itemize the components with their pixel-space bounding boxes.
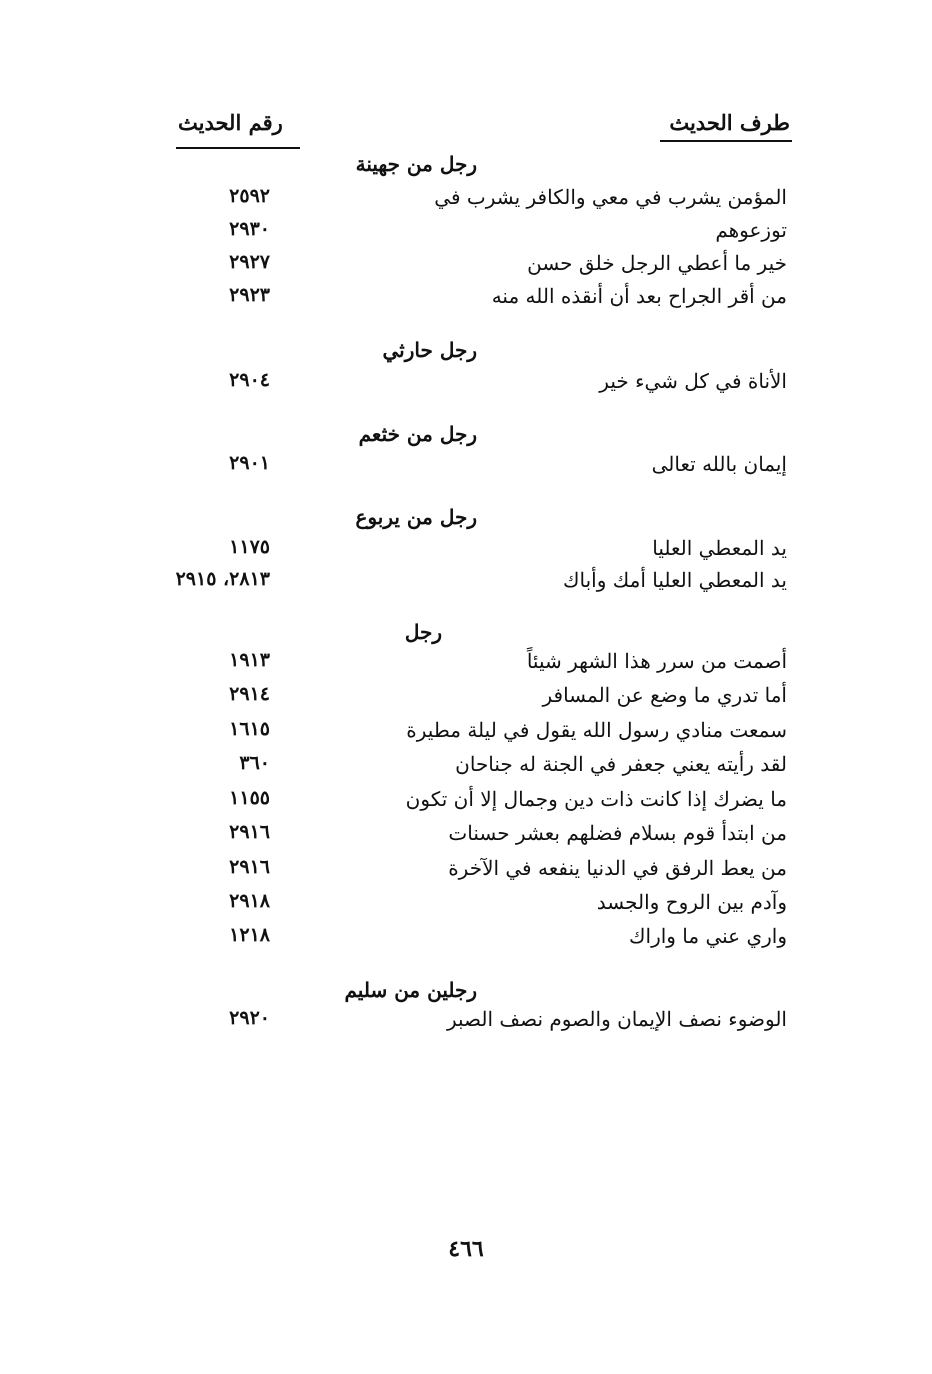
index-entry [0,1007,932,1041]
hadith-number: ٢٩١٨ [229,890,270,912]
group-title: رجل من جهينة [355,152,477,176]
hadith-text: المؤمن يشرب في معي والكافر يشرب في [434,185,787,209]
hadith-text: وآدم بين الروح والجسد [596,890,787,914]
index-entry [0,284,932,318]
index-entry [0,649,932,683]
number-column-header: رقم الحديث [178,110,283,135]
page-number: ٤٦٦ [448,1236,484,1262]
index-entry [0,683,932,717]
group-title: رجل حارثي [382,338,477,362]
hadith-text: أصمت من سرر هذا الشهر شيئاً [526,649,787,673]
group-title: رجلين من سليم [344,978,477,1002]
hadith-number: ١٩١٣ [229,649,270,671]
index-entry [0,536,932,570]
hadith-number: ٢٩٢٣ [229,284,270,306]
index-entry [0,752,932,786]
hadith-number: ٢٩١٤ [229,683,270,705]
hadith-number: ١٦١٥ [229,718,270,740]
hadith-text: توزعوهم [715,218,787,242]
index-entry [0,787,932,821]
index-entry [0,924,932,958]
group-title-row [0,152,932,186]
group-title: رجل من يربوع [355,505,477,529]
group-title-row [0,422,932,456]
index-entry [0,251,932,285]
index-entry [0,856,932,890]
index-entry [0,890,932,924]
group-title: رجل من خثعم [358,422,477,446]
hadith-text: الأناة في كل شيء خير [599,369,787,393]
group-title: رجل [404,620,442,644]
index-entry [0,185,932,219]
hadith-number: ١٢١٨ [229,924,270,946]
number-header-underline [176,147,300,149]
hadith-number: ٢٩٣٠ [229,218,270,240]
hadith-number: ٢٩٢٧ [229,251,270,273]
hadith-text: يد المعطي العليا أمك وأباك [563,568,787,592]
hadith-text: أما تدري ما وضع عن المسافر [542,683,787,707]
hadith-number: ٢٩٠١ [229,452,270,474]
hadith-text: يد المعطي العليا [652,536,787,560]
group-title-row [0,505,932,539]
index-entry [0,821,932,855]
hadith-number: ٣٦٠ [239,752,270,774]
hadith-text: لقد رأيته يعني جعفر في الجنة له جناحان [455,752,787,776]
hadith-number: ١١٧٥ [229,536,270,558]
hadith-text: من أقر الجراح بعد أن أنقذه الله منه [491,284,787,308]
hadith-text: الوضوء نصف الإيمان والصوم نصف الصبر [446,1007,787,1031]
hadith-number: ٢٩١٦ [229,821,270,843]
hadith-number: ٢٩٢٠ [229,1007,270,1029]
hadith-header-underline [660,140,792,142]
hadith-number: ١١٥٥ [229,787,270,809]
index-entry [0,568,932,602]
hadith-number: ٢٨١٣، ٢٩١٥ [175,568,270,590]
index-entry [0,218,932,252]
index-entry [0,369,932,403]
hadith-text: ما يضرك إذا كانت ذات دين وجمال إلا أن تكون [405,787,787,811]
group-title-row [0,338,932,372]
hadith-number: ٢٩٠٤ [229,369,270,391]
hadith-text: واري عني ما واراك [629,924,787,948]
hadith-text: من ابتدأ قوم بسلام فضلهم بعشر حسنات [448,821,787,845]
hadith-text: خير ما أعطي الرجل خلق حسن [527,251,787,275]
hadith-text: سمعت منادي رسول الله يقول في ليلة مطيرة [406,718,787,742]
index-entry [0,718,932,752]
hadith-number: ٢٥٩٢ [229,185,270,207]
hadith-column-header: طرف الحديث [669,110,790,135]
index-entry [0,452,932,486]
hadith-text: من يعط الرفق في الدنيا ينفعه في الآخرة [448,856,787,880]
hadith-number: ٢٩١٦ [229,856,270,878]
hadith-text: إيمان بالله تعالى [651,452,787,476]
